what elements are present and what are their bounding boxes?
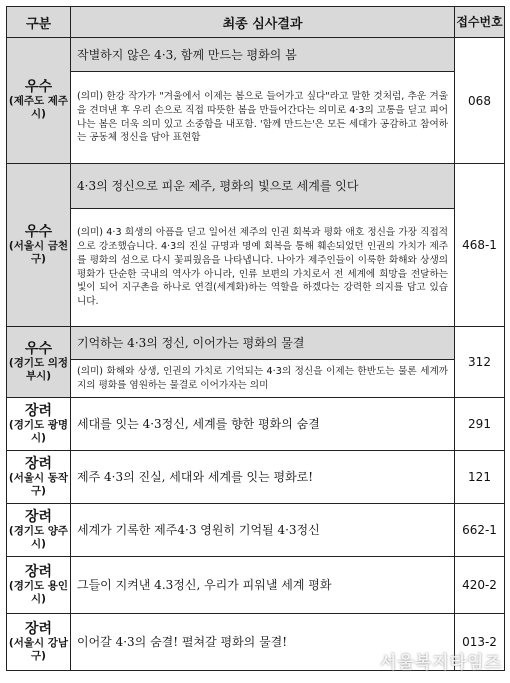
header-result: 최종 심사결과 — [71, 7, 455, 38]
category-cell — [7, 504, 71, 557]
region-label: (제주도 제주시) — [8, 95, 69, 120]
rank-label: 장려 — [24, 402, 53, 419]
category-cell — [7, 614, 71, 671]
slogan-title: 4·3의 정신으로 피운 제주, 평화의 빛으로 세계를 잇다 — [71, 164, 455, 209]
table-row — [7, 451, 505, 504]
slogan-meaning: (의미) 화해와 상생, 인권의 가치로 기억되는 4·3의 정신을 이제는 한반도는 물론 세계까지의 평화를 염원하는 물결로 이어가자는 의미 — [71, 360, 455, 398]
slogan-title: 이어갈 4·3의 숨결! 펼쳐갈 평화의 물결! — [71, 614, 455, 671]
category-cell — [7, 451, 71, 504]
table-row — [7, 327, 505, 360]
results-table — [6, 6, 505, 671]
table-row — [7, 557, 505, 614]
slogan-title: 세대를 잇는 4·3정신, 세계를 향한 평화의 숨결 — [71, 398, 455, 451]
table-row — [7, 164, 505, 209]
category-cell — [7, 398, 71, 451]
header-number: 접수번호 — [455, 7, 505, 38]
region-label: (경기도 양주시) — [8, 524, 69, 550]
table-row — [7, 360, 505, 398]
rank-label: 장려 — [24, 455, 53, 472]
entry-number: 468-1 — [455, 164, 505, 327]
region-label: (경기도 광명시) — [8, 418, 69, 444]
rank-label: 우수 — [24, 223, 53, 240]
table-row — [7, 38, 505, 72]
table-row — [7, 72, 505, 164]
table-row — [7, 504, 505, 557]
rank-label: 우수 — [24, 79, 53, 95]
region-label: (경기도 의정부시) — [8, 356, 69, 382]
slogan-meaning: (의미) 한강 작가가 "겨울에서 이제는 봄으로 들어가고 싶다"라고 말한 것처럼, 추운 겨울을 견뎌낸 후 우리 손으로 직접 따뜻한 봄을 만들어간다는 의미로 4·3의 고통을 딛고 피어나는 봄은 더욱 의미 있고 소중함을 내포함. '함께 만드는'은 모든 세대가 공감하고 참여하는 공동체 정신을 담아 표현함 — [71, 72, 455, 164]
entry-number: 121 — [455, 451, 505, 504]
category-cell — [7, 327, 71, 398]
category-cell — [7, 164, 71, 327]
slogan-title: 작별하지 않은 4·3, 함께 만드는 평화의 봄 — [71, 38, 455, 72]
entry-number: 068 — [455, 38, 505, 164]
slogan-title: 기억하는 4·3의 정신, 이어가는 평화의 물결 — [71, 327, 455, 360]
header-row — [7, 7, 505, 38]
slogan-title: 그들이 지켜낸 4.3정신, 우리가 피워낼 세계 평화 — [71, 557, 455, 614]
table-row — [7, 209, 505, 327]
region-label: (서울시 금천구) — [8, 239, 69, 265]
category-cell — [7, 38, 71, 164]
slogan-title: 제주 4·3의 진실, 세대와 세계를 잇는 평화로! — [71, 451, 455, 504]
rank-label: 우수 — [24, 340, 53, 357]
entry-number: 420-2 — [455, 557, 505, 614]
table-row — [7, 398, 505, 451]
region-label: (서울시 동작구) — [8, 471, 69, 497]
rank-label: 장려 — [24, 508, 53, 525]
watermark: 서울복지타임즈 — [380, 653, 502, 673]
entry-number: 013-2 — [455, 614, 505, 671]
category-cell — [7, 557, 71, 614]
rank-label: 장려 — [24, 620, 53, 637]
slogan-title: 세계가 기록한 제주4·3 영원히 기억될 4·3정신 — [71, 504, 455, 557]
region-label: (경기도 용인시) — [8, 579, 69, 605]
header-category: 구분 — [7, 7, 71, 38]
entry-number: 312 — [455, 327, 505, 398]
region-label: (서울시 강남구) — [8, 636, 69, 662]
entry-number: 291 — [455, 398, 505, 451]
rank-label: 장려 — [24, 563, 53, 580]
entry-number: 662-1 — [455, 504, 505, 557]
slogan-meaning: (의미) 4·3 희생의 아픔을 딛고 일어선 제주의 인권 회복과 평화 애호 정신을 가장 직접적으로 강조했습니다. 4·3의 진실 규명과 명예 회복을 통해 훼손되었던 인권의 가치가 제주를 평화의 섬으로 다시 꽃피웠음을 나타냅니다. 나아가 제주인들이 이룩한 화해와 상생의 평화가 단순한 국내의 역사가 아니라, 인류 보편의 가치로서 전 세계에 희망을 전달하는 빛이 되어 지구촌을 하나로 연결(세계화)하는 역할을 하겠다는 강력한 의지를 담고 있습니다. — [71, 209, 455, 327]
